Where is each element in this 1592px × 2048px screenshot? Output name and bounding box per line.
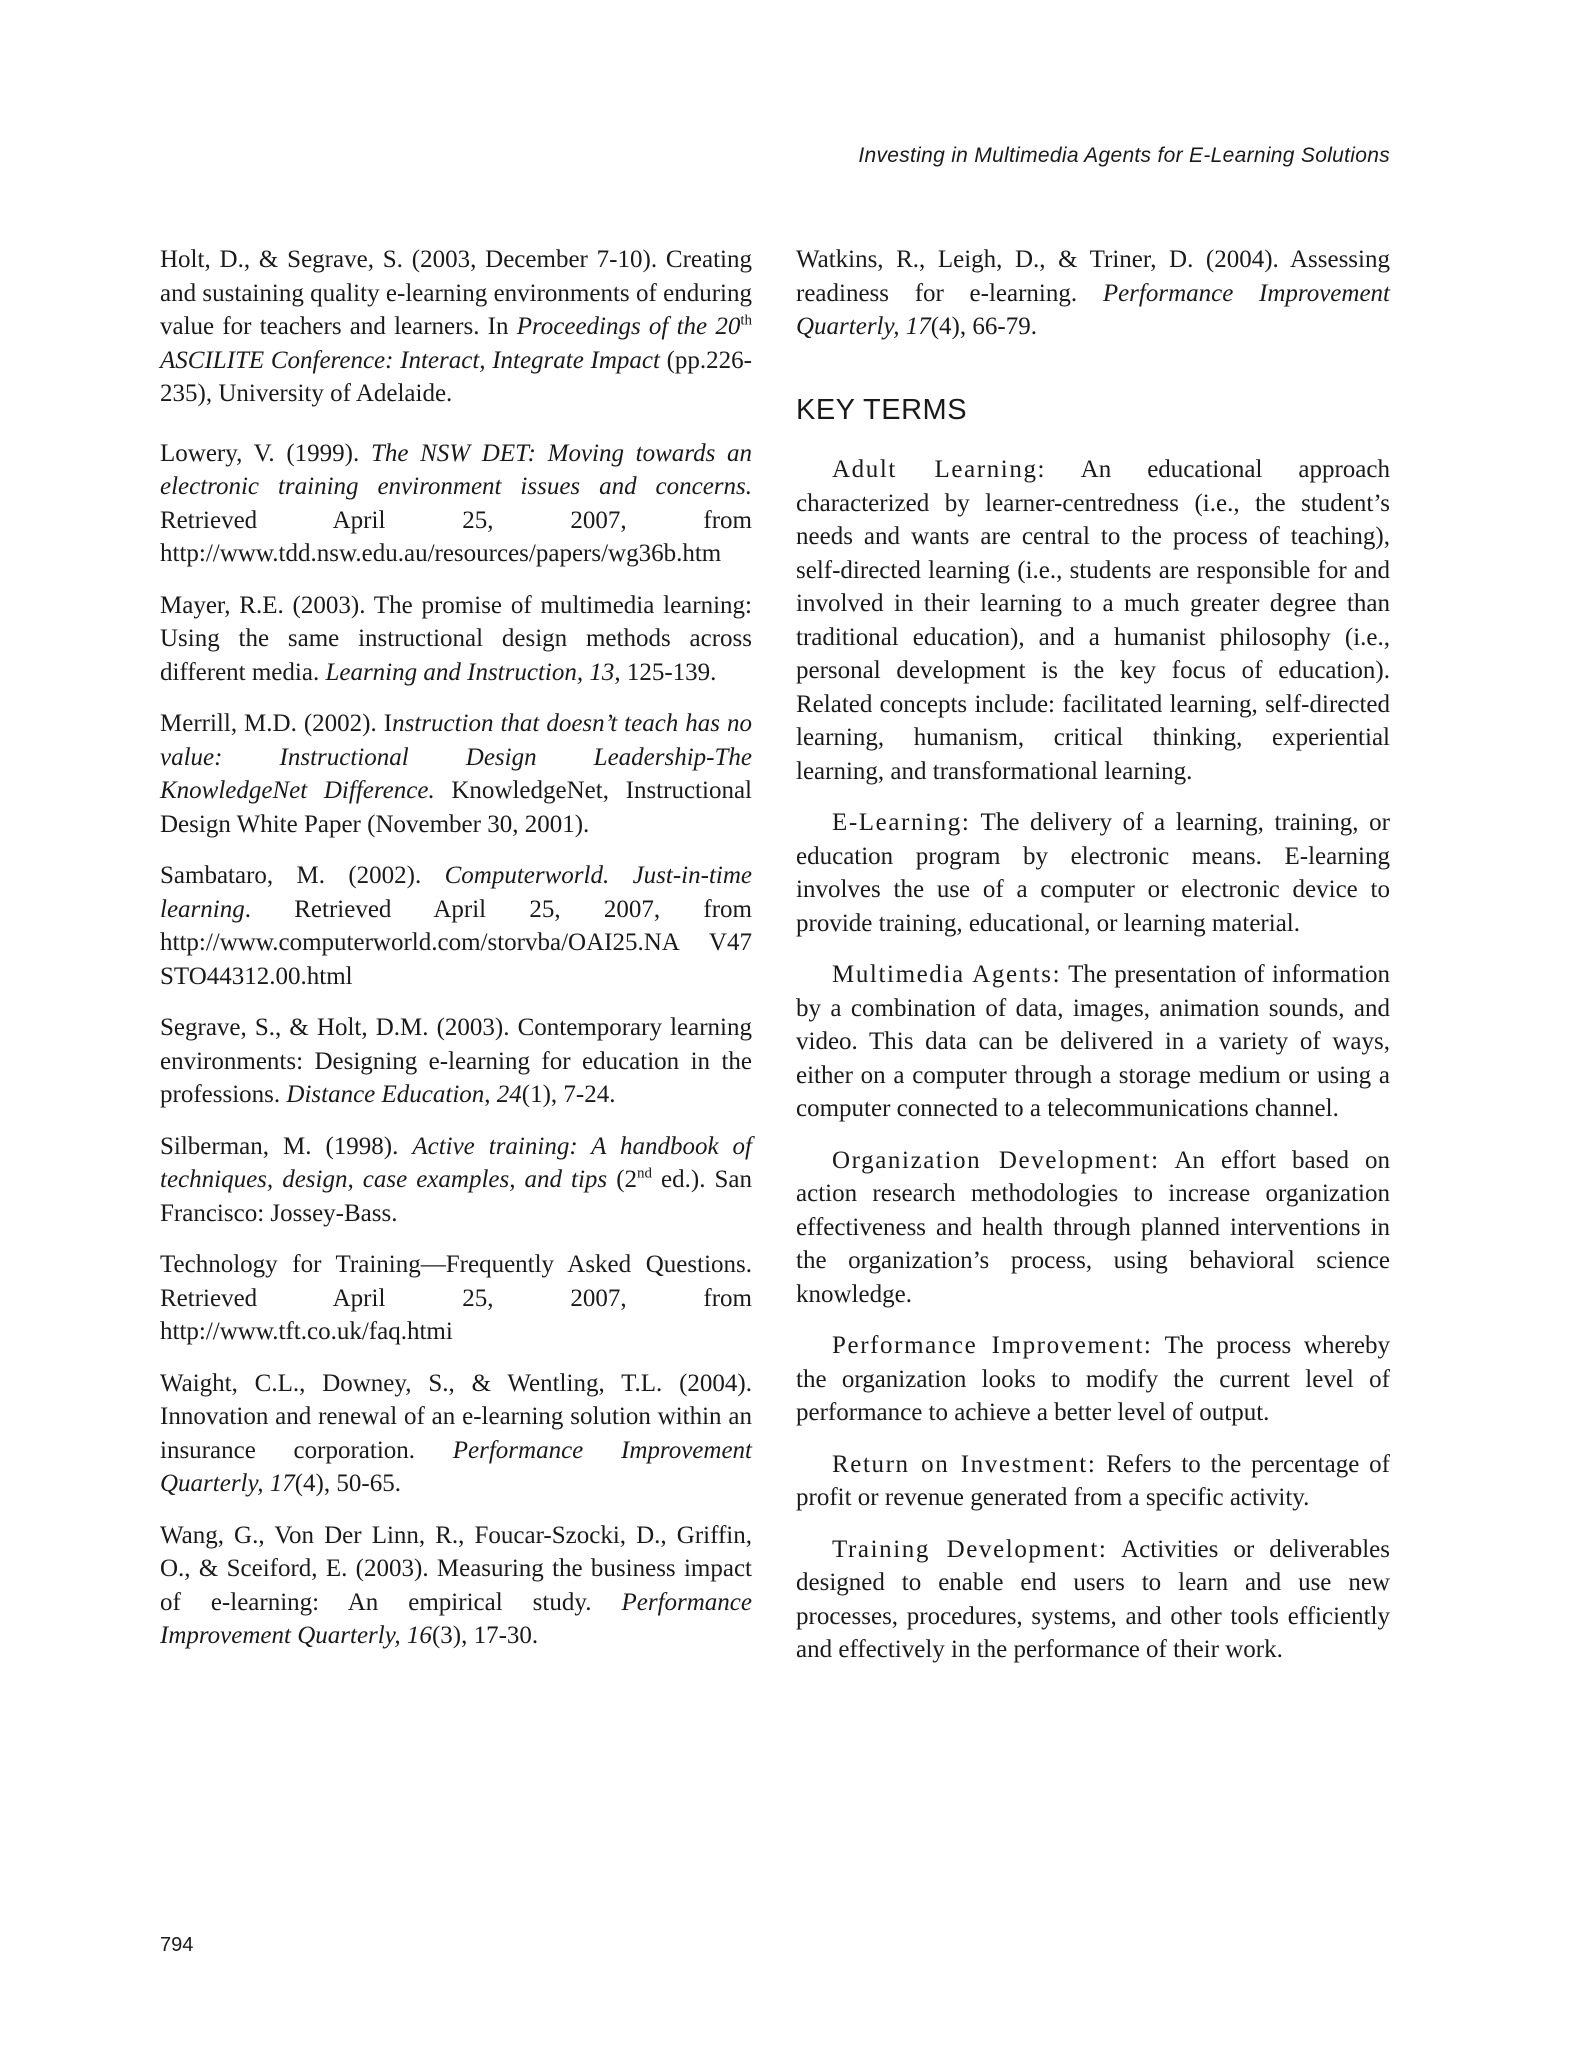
term-name: Adult Learning:: [832, 456, 1047, 483]
right-column: [796, 243, 1390, 1685]
reference-mayer: Mayer, R.E. (2003). The promise of multimedia learning: Using the same instructional design methods across different media. Learning and Instruction, 13, 125-139.: [160, 591, 752, 686]
reference-waight: Waight, C.L., Downey, S., & Wentling, T.L. (2004). Innovation and renewal of an e-learning solution within an insurance corporation. Performance Improvement Quarterly, 17(4), 50-65.: [160, 1369, 752, 1497]
reference-watkins: Watkins, R., Leigh, D., & Triner, D. (2004). Assessing readiness for e-learning. Performance Improvement Quarterly, 17(4), 66-79.: [796, 246, 1390, 340]
term-name: Organization Development:: [832, 1146, 1160, 1174]
reference-holt: Holt, D., & Segrave, S. (2003, December 7-10). Creating and sustaining quality e-learning environments of enduring value for teachers and learners. In Proceedings of the 20th ASCILITE Conference: Interact, Integrate Impact (pp.226-235), University of Adelaide.: [160, 246, 752, 407]
term-name: E-Learning:: [832, 809, 971, 836]
term-name: Return on Investment:: [832, 1450, 1097, 1478]
term-name: Training Development:: [832, 1535, 1108, 1563]
key-term-organization-development: [796, 1144, 1390, 1312]
references-left-column: [160, 243, 752, 1671]
term-definition: The delivery of a learning, training, or education program by electronic means. E-learning involves the use of a computer or electronic device to provide training, educational, or learning material.: [796, 809, 1390, 937]
term-definition: An educational approach characterized by learner-centredness (i.e., the student’s needs and wants are central to the process of teaching), self-directed learning (i.e., students are responsible for and involved in their learning to a much greater degree than traditional education), and a humanist philosophy (i.e., personal development is the key focus of education). Related concepts include: facilitated learning, self-directed learning, humanism, critical thinking, experiential learning, and transformational learning.: [796, 456, 1390, 785]
term-name: Multimedia Agents:: [832, 961, 1062, 988]
reference-sambataro: Sambataro, M. (2002). Computerworld. Just-in-time learning. Retrieved April 25, 2007, from http://www.computerworld.com/storvba/OAI25.NA V47 STO44312.00.html: [160, 862, 752, 990]
key-term-performance-improvement: [796, 1329, 1390, 1430]
term-definition: An effort based on action research methodologies to increase organization effectiveness and health through planned interventions in the organization’s process, using behavioral science knowledge.: [796, 1146, 1390, 1308]
reference-wang: Wang, G., Von Der Linn, R., Foucar-Szocki, D., Griffin, O., & Sceiford, E. (2003). Measuring the business impact of e-learning: An empirical study. Performance Improvement Quarterly, 16(3), 17-30.: [160, 1521, 752, 1649]
reference-lowery: Lowery, V. (1999). The NSW DET: Moving towards an electronic training environment issues and concerns. Retrieved April 25, 2007, from http://www.tdd.nsw.edu.au/resources/papers/wg36b.htm: [160, 439, 752, 567]
reference-technology-for-training: Technology for Training—Frequently Asked Questions. Retrieved April 25, 2007, from http://www.tft.co.uk/faq.htmi: [160, 1251, 752, 1345]
key-terms-heading: KEY TERMS: [796, 393, 968, 426]
key-term-e-learning: [796, 806, 1390, 940]
key-term-multimedia-agents: [796, 958, 1390, 1126]
reference-merrill: Merrill, M.D. (2002). Instruction that doesn’t teach has no value: Instructional Design Leadership-The KnowledgeNet Difference. KnowledgeNet, Instructional Design White Paper (November 30, 2001).: [160, 710, 752, 838]
page-number: 794: [160, 1934, 194, 1956]
term-definition: Activities or deliverables designed to enable end users to learn and use new processes, procedures, systems, and other tools efficiently and effectively in the performance of their work.: [796, 1535, 1390, 1663]
term-definition: Refers to the percentage of profit or revenue generated from a specific activity.: [796, 1450, 1390, 1511]
term-name: Performance Improvement:: [832, 1332, 1153, 1359]
key-term-adult-learning: [796, 453, 1390, 788]
reference-segrave: Segrave, S., & Holt, D.M. (2003). Contemporary learning environments: Designing e-learning for education in the professions. Distance Education, 24(1), 7-24.: [160, 1014, 752, 1108]
term-definition: The process whereby the organization looks to modify the current level of performance to achieve a better level of output.: [796, 1332, 1390, 1426]
key-term-training-development: [796, 1533, 1390, 1667]
term-definition: The presentation of information by a combination of data, images, animation sounds, and video. This data can be delivered in a variety of ways, either on a computer through a storage medium or using a computer connected to a telecommunications channel.: [796, 961, 1391, 1122]
running-header: Investing in Multimedia Agents for E-Learning Solutions: [858, 144, 1390, 167]
reference-silberman: Silberman, M. (1998). Active training: A handbook of techniques, design, case examples, and tips (2nd ed.). San Francisco: Jossey-Bass.: [160, 1132, 752, 1227]
key-term-return-on-investment: [796, 1448, 1390, 1515]
